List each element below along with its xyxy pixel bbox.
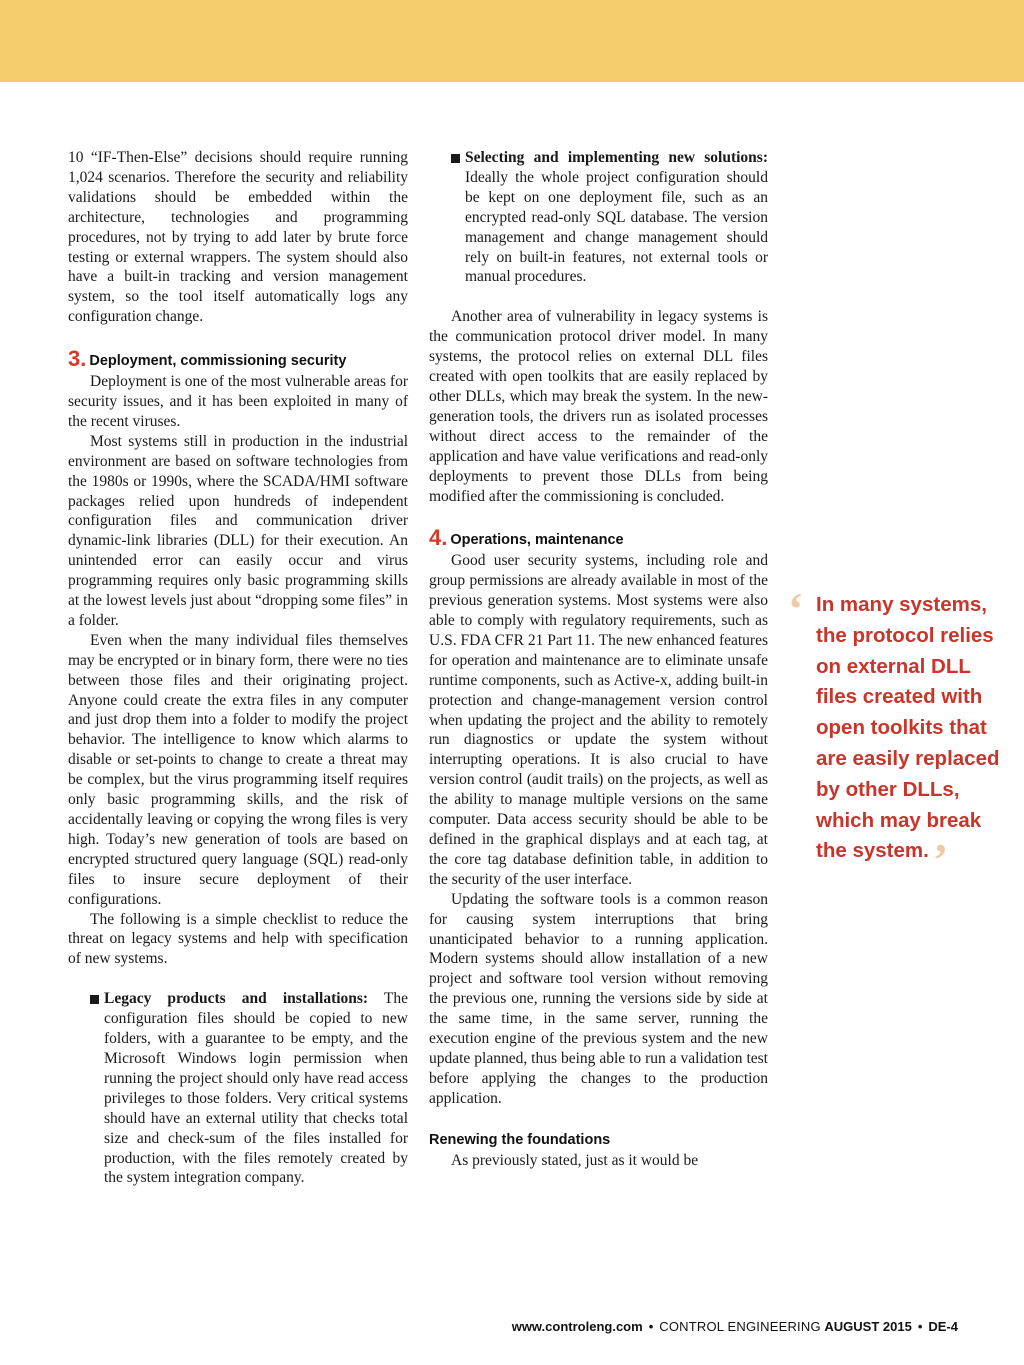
close-quote-mark: ’ <box>932 834 949 886</box>
open-quote-mark: ‘ <box>788 583 804 634</box>
body-paragraph: 10 “IF-Then-Else” decisions should require running 1,024 scenarios. Therefore the security and reliability validations should be embedded within the architecture, technologies and programming procedures, not by trying to add later by brute force testing or external wrappers. The system should also have a built-in tracking and version management system, so the tool itself automatically logs any configuration change. <box>68 149 408 326</box>
body-paragraph: As previously stated, just as it would be <box>451 1151 699 1169</box>
subsection-heading: Renewing the foundations <box>429 1131 611 1148</box>
body-paragraph: Deployment is one of the most vulnerable areas for security issues, and it has been exploited in many of the recent viruses. <box>68 373 408 430</box>
section-heading-3 <box>68 346 408 372</box>
bullet-square-icon <box>90 995 99 1004</box>
footer-separator: • <box>648 1319 654 1334</box>
pull-quote-text <box>790 590 1000 886</box>
bullet-square-icon <box>451 154 460 163</box>
left-column <box>68 148 408 1188</box>
footer-issue: AUGUST 2015 <box>824 1319 912 1334</box>
pull-quote-body: In many systems, the protocol relies on external DLL files created with open toolkits that are easily replaced by other DLLs, which may break the system. <box>816 593 1000 863</box>
body-paragraph: Most systems still in production in the industrial environment are based on software technologies from the 1980s or 1990s, where the SCADA/HMI software packages relied upon hundreds of independent configuration files and communication driver dynamic-link libraries (DLL) for their execution. An unintended error can easily occur and virus programming requires only basic programming skills at the lowest levels just about “dropping some files” in a folder. <box>68 432 408 629</box>
section-title: Operations, maintenance <box>450 532 624 549</box>
section-heading-4 <box>429 525 768 551</box>
footer-separator: • <box>917 1319 923 1334</box>
body-paragraph: Another area of vulnerability in legacy systems is the communication protocol driver model. In many systems, the protocol relies on external DLL files created with open toolkits that are easily replaced by other DLLs, which may break the system. In the new-generation tools, the drivers run as isolated processes without direct access to the remainder of the application and have value verifications and read-only deployments to prevent those DLLs from being modified after the commissioning is concluded. <box>429 308 768 505</box>
checklist-lead: Selecting and implementing new solutions: <box>465 149 768 166</box>
checklist-item-new-solutions <box>429 148 768 287</box>
footer-page-number: DE-4 <box>928 1319 958 1334</box>
body-paragraph: Even when the many individual files themselves may be encrypted or in binary form, there were no ties between those files and their originating project. Anyone could create the extra files in any computer and just drop them into a folder to modify the project behavior. The intelligence to know which alarms to disable or set-points to change to create a threat may be complex, but the virus programming itself requires only basic programming skills, and the risk of accidentally leaving or copying the wrong files is very high. Today’s new generation of tools are based on encrypted structured query language (SQL) read-only files to insure secure deployment of their configurations. <box>68 631 408 908</box>
pull-quote <box>788 583 1000 886</box>
top-color-band <box>0 0 1024 82</box>
footer-url: www.controleng.com <box>511 1319 643 1334</box>
checklist-text: The configuration files should be copied to new folders, with a guarantee to be empty, and the Microsoft Windows login permission when running the project should only have read access privileges to those folders. Very critical systems should have an external utility that checks total size and check-sum of the files installed for production, with the files remotely created by the system integration company. <box>104 990 408 1187</box>
checklist-lead: Legacy products and installations: <box>104 990 369 1008</box>
checklist-item-legacy <box>68 989 408 1188</box>
middle-column <box>429 148 768 1171</box>
body-paragraph: Updating the software tools is a common reason for causing system interruptions that bring unanticipated behavior to a running application. Modern systems should allow installation of a new project and software tool version without removing the previous one, running the versions side by side at the same time, in the same server, running the execution engine of the previous system and the new update planned, thus being able to run a validation test before applying the changes to the production application. <box>429 890 768 1107</box>
section-title: Deployment, commissioning security <box>89 353 347 370</box>
body-paragraph: Good user security systems, including role and group permissions are already available in most of the previous generation systems. Most systems were also able to comply with regulatory requirements, such as U.S. FDA CFR 21 Part 11. The new enhanced features for operation and maintenance are to eliminate unsafe runtime components, such as Active-x, adding built-in protection and change-management version control when updating the project and the ability to remotely run diagnostics or update the system without interrupting operations. It is also crucial to have version control (audit trails) on the projects, as well as the ability to manage multiple versions on the same computer. Data access security should be able to be defined in the graphical displays and at each tag, at the core tag database definition table, in addition to the security of the user interface. <box>429 552 768 888</box>
section-number: 3. <box>68 346 87 372</box>
body-paragraph: The following is a simple checklist to reduce the threat on legacy systems and help with specification of new systems. <box>68 910 408 968</box>
page-footer <box>512 1319 958 1334</box>
checklist-text: Ideally the whole project configuration should be kept on one deployment file, such as an encrypted read-only SQL database. The version management and change management should rely on built-in features, not external tools or manual procedures. <box>465 168 768 286</box>
footer-magazine: CONTROL ENGINEERING <box>659 1319 821 1334</box>
section-number: 4. <box>429 525 448 551</box>
